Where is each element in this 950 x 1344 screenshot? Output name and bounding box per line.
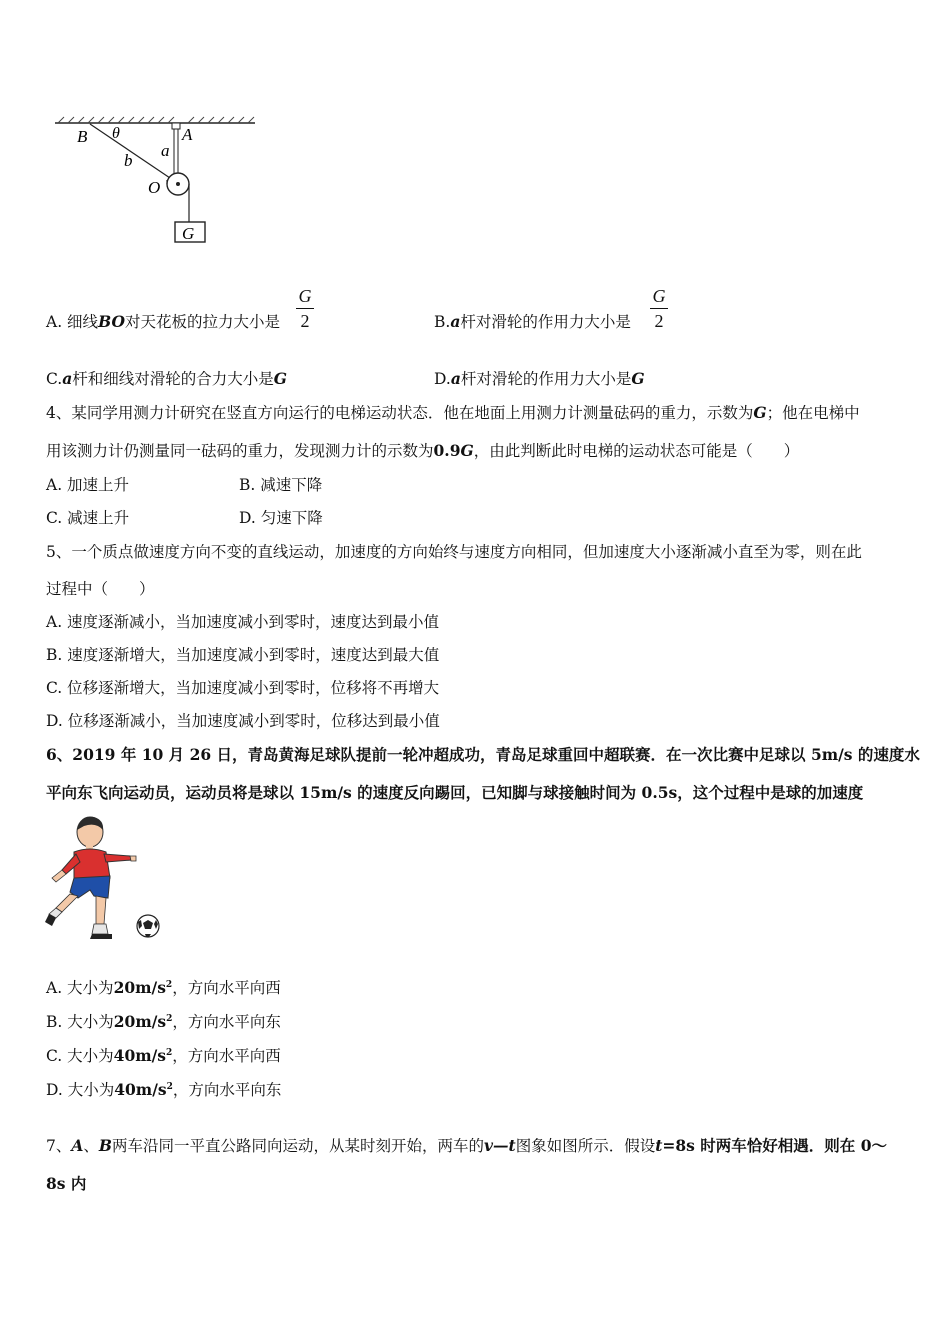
q3-option-b-fraction: G 2 (650, 286, 668, 331)
q4-line-1: 4、某同学用测力计研究在竖直方向运行的电梯运动状态．他在地面上用测力计测量砝码的重力，示数为G；他在电梯中 (46, 403, 860, 422)
label-a: a (161, 141, 170, 160)
q4-option-b: B. 减速下降 (239, 476, 323, 494)
q4-option-d: D. 匀速下降 (239, 509, 323, 527)
soccer-player-illustration (44, 812, 169, 942)
q6-line-2: 平向东飞向运动员，运动员将是球以 15m/s 的速度反向踢回，已知脚与球接触时间为 0.5s，这个过程中是球的加速度 (46, 783, 864, 802)
label-theta: θ (112, 125, 120, 142)
q7-line-2: 8s 内 (46, 1174, 87, 1193)
q6-option-c: C. 大小为$40m/s^2$，方向水平向西 (46, 1046, 281, 1066)
q5-line-1: 5、一个质点做速度方向不变的直线运动，加速度的方向始终与速度方向相同，但加速度大小逐渐减小直至为零，则在此 (46, 543, 862, 561)
q6-option-a: A. 大小为$20m/s^2$，方向水平向西 (46, 978, 281, 998)
label-G: G (182, 224, 195, 243)
label-b: b (124, 151, 133, 170)
label-B: B (77, 127, 88, 146)
q6-line-1: 6、2019 年 10 月 26 日，青岛黄海足球队提前一轮冲超成功，青岛足球重回中超联赛．在一次比赛中足球以 5m/s 的速度水 (46, 745, 920, 764)
q4-line-2: 用该测力计仍测量同一砝码的重力，发现测力计的示数为0.9G，由此判断此时电梯的运动状态可能是（ ） (46, 441, 800, 460)
q5-option-a: A. 速度逐渐减小，当加速度减小到零时，速度达到最小值 (46, 613, 440, 631)
q6-option-d: D. 大小为$40m/s^2$，方向水平向东 (46, 1080, 282, 1100)
q3-option-c: C.a杆和细线对滑轮的合力大小是G (46, 369, 288, 388)
q7-line-1: 7、A、B两车沿同一平直公路同向运动，从某时刻开始，两车的v—t图象如图所示．假设t=8s 时两车恰好相遇．则在 0～ (46, 1136, 887, 1155)
q3-option-b: B.a杆对滑轮的作用力大小是 (434, 312, 631, 331)
q5-option-c: C. 位移逐渐增大，当加速度减小到零时，位移将不再增大 (46, 679, 440, 697)
q4-option-c: C. 减速上升 (46, 509, 130, 527)
q3-option-a: A. 细线BO对天花板的拉力大小是 (46, 312, 280, 331)
q4-option-a: A. 加速上升 (46, 476, 130, 494)
label-O: O (148, 178, 161, 197)
q3-option-a-fraction: G 2 (296, 286, 314, 331)
pulley-diagram (50, 110, 270, 250)
q5-line-2: 过程中（ ） (46, 580, 155, 598)
q5-option-b: B. 速度逐渐增大，当加速度减小到零时，速度达到最大值 (46, 646, 440, 664)
q3-option-d: D.a杆对滑轮的作用力大小是G (434, 369, 645, 388)
q5-option-d: D. 位移逐渐减小，当加速度减小到零时，位移达到最小值 (46, 712, 440, 730)
q6-option-b: B. 大小为$20m/s^2$，方向水平向东 (46, 1012, 281, 1032)
label-A: A (182, 125, 193, 144)
